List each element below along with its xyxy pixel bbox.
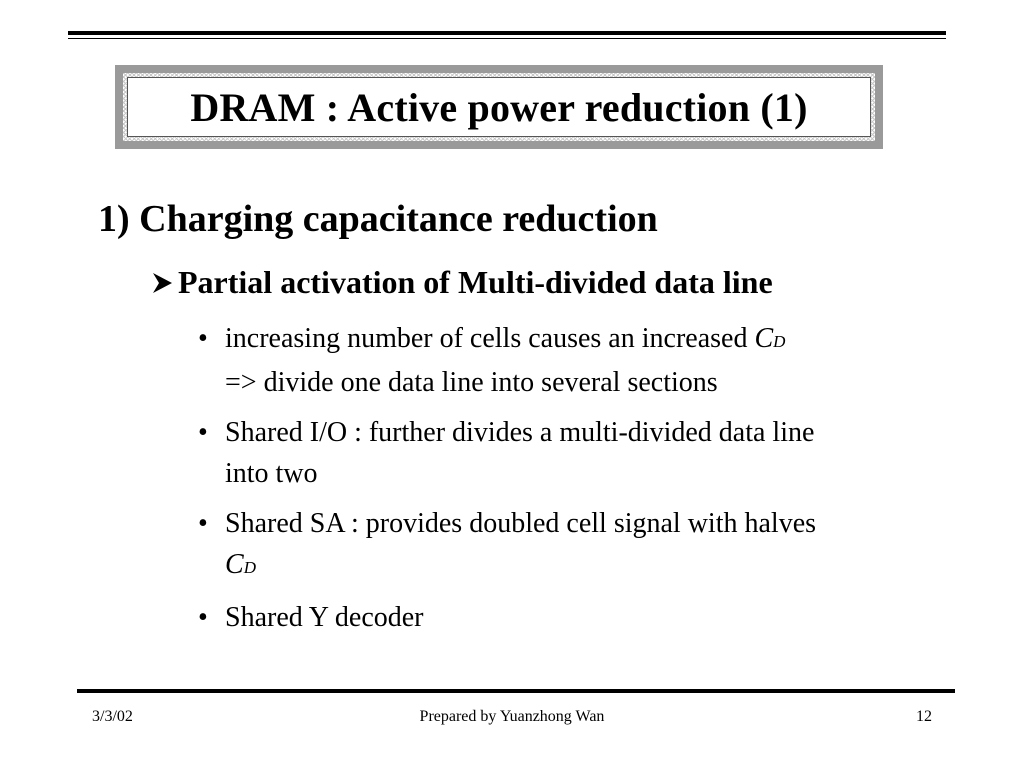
- bullet-text: Shared I/O : further divides a multi-divided data line: [225, 417, 815, 448]
- bullet-item: [198, 597, 958, 638]
- bullet-item: [198, 412, 958, 494]
- bullet-text-line2: into two: [225, 458, 318, 489]
- bullet-text: increasing number of cells causes an increased: [225, 323, 755, 354]
- subheading: [150, 264, 773, 301]
- subscript-d: D: [243, 558, 256, 577]
- title-frame: [115, 65, 883, 149]
- footer-author: Prepared by Yuanzhong Wan: [419, 708, 605, 725]
- bottom-rule: [77, 689, 955, 693]
- bullet-text: Shared SA : provides doubled cell signal with halves: [225, 508, 817, 539]
- arrowhead-right-icon: [150, 271, 174, 295]
- top-rule-thin: [68, 38, 946, 39]
- bullet-text-line2: => divide one data line into several sections: [225, 367, 718, 398]
- subheading-text: Partial activation of Multi-divided data line: [178, 264, 773, 300]
- bullet-dot: •: [198, 508, 208, 539]
- bullet-dot: •: [198, 417, 208, 448]
- slide-title: DRAM : Active power reduction (1): [190, 84, 808, 130]
- bullet-list: [198, 318, 958, 647]
- page-number: 12: [916, 708, 932, 725]
- title-box: [127, 77, 871, 137]
- variable-c: C: [754, 323, 774, 354]
- bullet-item: [198, 503, 958, 588]
- footer-date: 3/3/02: [92, 708, 133, 725]
- top-rule: [68, 31, 946, 35]
- bullet-item: [198, 318, 958, 403]
- section-heading: 1) Charging capacitance reduction: [98, 198, 658, 240]
- bullet-dot: •: [198, 323, 208, 354]
- bullet-dot: •: [198, 602, 208, 633]
- bullet-text: Shared Y decoder: [225, 602, 424, 633]
- variable-c: C: [225, 549, 244, 580]
- subscript-d: D: [773, 332, 786, 351]
